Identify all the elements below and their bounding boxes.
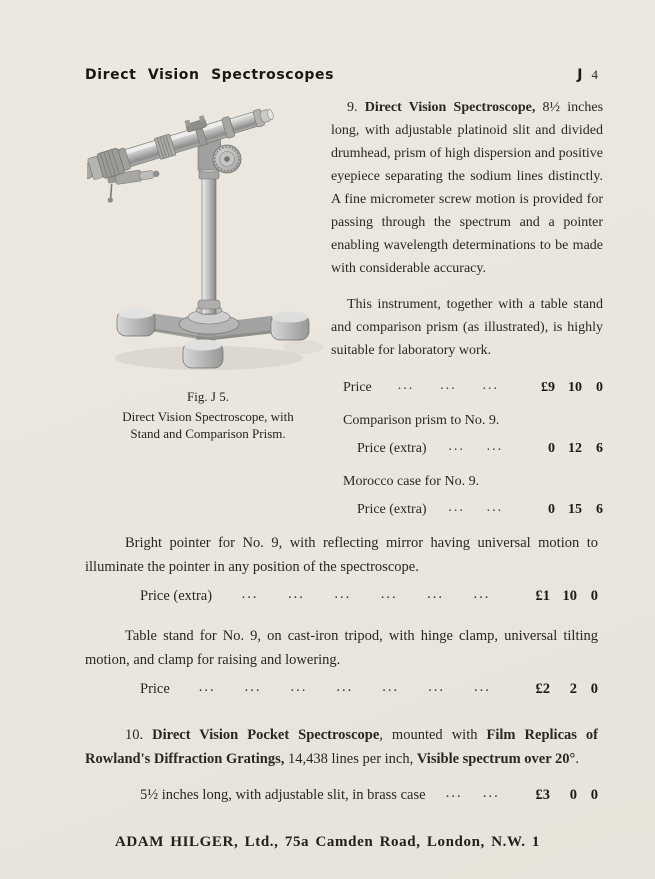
item9-paragraph2: This instrument, together with a table stand and comparison prism (as illustrated), is highly suitable for laboratory work.	[331, 297, 603, 358]
price-amount: £9 10 0	[541, 380, 603, 395]
page-reference-letter: J	[577, 67, 583, 83]
price-description: 5½ inches long, with adjustable slit, in brass case	[140, 787, 426, 803]
publisher-imprint: ADAM HILGER, Ltd., 75a Camden Road, London, N.W. 1	[114, 834, 541, 850]
morocco-case-heading: Morocco case for No. 9.	[343, 474, 480, 489]
item9-title: Direct Vision Spectroscope,	[364, 100, 536, 115]
item9-column	[331, 96, 603, 521]
price-amount: £3 0 0	[535, 787, 598, 803]
spectroscope-illustration	[87, 96, 331, 386]
dot-leaders: ... ...	[445, 785, 500, 801]
dot-leaders: ... ...	[448, 500, 504, 515]
item9-description: 8½ inches long, with adjustable platinoid slit and divided drumhead, prism of high dispersion and positive eyepiece separating the sodium lines distinctly. A fine micrometer screw motion is provided for passing through the spectrum and a pointer enabling wavelength determinations to be made with considerable accuracy.	[331, 100, 604, 276]
price-amount: £1 10 0	[535, 588, 598, 604]
price-label: Price (extra)	[357, 502, 427, 517]
bright-pointer-description: Bright pointer for No. 9, with reflecting mirror having universal motion to illuminate the pointer in any position of the spectroscope.	[85, 535, 598, 575]
page-reference	[577, 66, 598, 84]
comparison-prism-price-row	[331, 437, 603, 460]
table-stand-price-row	[85, 677, 598, 701]
page-header	[85, 66, 598, 84]
item10-bold-spectrum: Visible spectrum over 20°	[416, 751, 576, 767]
figure-caption-line1: Direct Vision Spectroscope, with	[122, 409, 294, 424]
price-amount: 0 12 6	[548, 441, 603, 456]
item10-title: Direct Vision Pocket Spectroscope	[152, 727, 380, 743]
dot-leaders: ... ... ... ... ... ...	[241, 586, 491, 602]
item9-number: 9.	[347, 100, 365, 115]
dot-leaders: ... ...	[448, 439, 504, 454]
item9-price-table	[331, 376, 603, 521]
item10-text: .	[575, 751, 579, 767]
figure-caption	[85, 388, 331, 442]
item9-paragraph	[331, 96, 603, 280]
item10-bold-gratings: Film Replicas of Rowland's Diffraction Gratings,	[85, 727, 599, 767]
item10-text: , mounted with	[379, 727, 487, 743]
price-label: Price (extra)	[140, 588, 213, 604]
figure-number: Fig. J 5.	[187, 389, 229, 404]
morocco-case-price-row	[331, 498, 603, 521]
page-reference-number: 4	[591, 67, 598, 82]
figure-caption-line2: Stand and Comparison Prism.	[130, 426, 286, 441]
price-label: Price	[140, 681, 170, 697]
price-amount: 0 15 6	[548, 502, 603, 517]
item10-price-row	[85, 783, 598, 807]
page-title: Direct Vision Spectroscopes	[85, 67, 335, 83]
price-label: Price	[343, 380, 372, 395]
main-columns	[85, 96, 604, 521]
bright-pointer-price-row	[85, 584, 598, 608]
bright-pointer-section	[85, 531, 598, 608]
price-amount: £2 2 0	[535, 681, 598, 697]
item10-section	[85, 723, 598, 807]
item10-paragraph	[85, 723, 598, 771]
table-stand-description: Table stand for No. 9, on cast-iron tripod, with hinge clamp, universal tilting motion, and clamp for raising and lowering.	[85, 628, 598, 668]
item10-text: 14,438 lines per inch,	[284, 751, 417, 767]
figure-column	[85, 96, 331, 521]
dot-leaders: ... ... ...	[397, 378, 500, 393]
dot-leaders: ... ... ... ... ... ... ...	[198, 679, 491, 695]
comparison-prism-heading: Comparison prism to No. 9.	[343, 413, 500, 428]
item9-price-row	[331, 376, 603, 399]
table-stand-section	[85, 624, 598, 701]
item10-number: 10.	[125, 727, 153, 743]
price-label: Price (extra)	[357, 441, 427, 456]
